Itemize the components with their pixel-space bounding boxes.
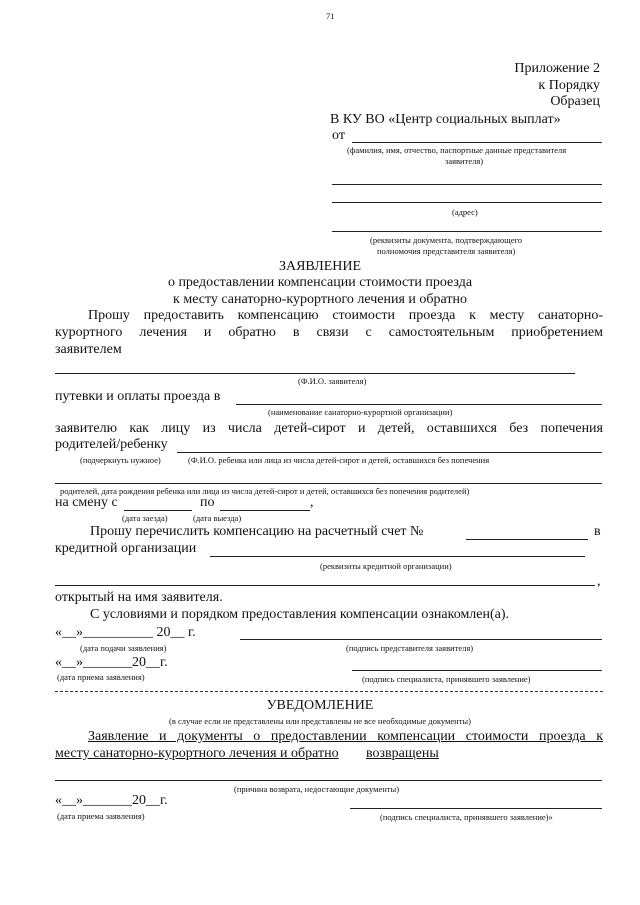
hint-bank: (реквизиты кредитной организации) (320, 561, 452, 571)
hint-specialist-sign: (подпись специалиста, принявшего заявление) (362, 674, 531, 684)
body-line-3: заявителем (55, 342, 122, 357)
notice-sign-line[interactable] (350, 808, 602, 809)
title-line-1: о предоставлении компенсации стоимости проезда (167, 275, 473, 290)
notice-date[interactable]: «__»_______20__г. (55, 793, 168, 808)
representative-sign-line[interactable] (240, 639, 602, 640)
hint-notice-sign: (подпись специалиста, принявшего заявление)» (380, 812, 553, 822)
title-line-2: к месту санаторно-курортного лечения и обратно (173, 292, 467, 307)
bank-line[interactable] (210, 556, 585, 557)
notice-returned: возвращены (366, 746, 439, 761)
appendix-label: Приложение 2 (514, 61, 600, 76)
hint-document-1: (реквизиты документа, подтверждающего (370, 235, 523, 245)
receive-date[interactable]: «__»_______20__г. (55, 655, 168, 670)
from-label: от (332, 128, 345, 143)
hint-birth: родителей, дата рождения ребенка или лица из числа детей-сирот и детей, оставшихся без попечения родителей) (60, 486, 470, 496)
hint-underline: (подчеркнуть нужное) (80, 455, 161, 465)
shift-end-comma: , (310, 495, 314, 510)
hint-name-2: заявителя) (445, 156, 484, 166)
reason-line[interactable] (55, 780, 602, 781)
account-number-line[interactable] (466, 539, 588, 540)
account-label: Прошу перечислить компенсацию на расчетный счет № (90, 524, 424, 539)
applicant-name-line[interactable] (55, 373, 575, 374)
notice-text-1: Заявление и документы о предоставлении компенсации стоимости проезда к (88, 729, 603, 744)
body-line-2: курортного лечения и обратно в связи с самостоятельным приобретением (55, 325, 603, 340)
bank-line-2[interactable] (55, 585, 595, 586)
hint-organization: (наименование санаторно-курортной организации) (268, 407, 453, 417)
name-field-line-2[interactable] (332, 184, 602, 185)
shift-from-label: на смену с (55, 495, 118, 510)
hint-applicant-name: (Ф.И.О. заявителя) (298, 376, 367, 386)
arrival-date-line[interactable] (124, 510, 192, 511)
body-line-1: Прошу предоставить компенсацию стоимости проезда к месту санаторно- (88, 308, 603, 323)
opened-text: открытый на имя заявителя. (55, 590, 223, 605)
cut-line (55, 691, 603, 692)
account-in-label: в (594, 524, 601, 539)
orphan-line-2: родителей/ребенку (55, 437, 168, 452)
birth-date-line[interactable] (55, 483, 602, 484)
document-title: ЗАЯВЛЕНИЕ (278, 259, 362, 274)
hint-address: (адрес) (452, 207, 478, 217)
bank-label: кредитной организации (55, 541, 197, 556)
agree-text: С условиями и порядком предоставления компенсации ознакомлен(а). (90, 607, 510, 622)
document-field-line[interactable] (332, 231, 602, 232)
hint-submit-date: (дата подачи заявления) (80, 643, 167, 653)
bank-comma: , (597, 574, 601, 589)
from-field-line[interactable] (352, 142, 602, 143)
departure-date-line[interactable] (220, 510, 310, 511)
order-label: к Порядку (538, 78, 600, 93)
submit-date[interactable]: «__»__________ 20__ г. (55, 625, 196, 640)
recipient-name: В КУ ВО «Центр социальных выплат» (330, 112, 561, 127)
hint-document-2: полномочия представителя заявителя) (377, 246, 516, 256)
specialist-sign-line[interactable] (352, 670, 602, 671)
notice-text-2: месту санаторно-курортного лечения и обратно (55, 746, 339, 761)
voucher-label: путевки и оплаты проезда в (55, 389, 221, 404)
hint-child: (Ф.И.О. ребенка или лица из числа детей-сирот и детей, оставшихся без попечения (188, 455, 490, 465)
orphan-line-1: заявителю как лицу из числа детей-сирот и детей, оставшихся без попечения (55, 421, 603, 436)
hint-representative-sign: (подпись представителя заявителя) (346, 643, 474, 653)
hint-receive-date: (дата приема заявления) (57, 672, 145, 682)
hint-arrival: (дата заезда) (122, 513, 168, 523)
hint-notice-date: (дата приема заявления) (57, 811, 145, 821)
child-name-line[interactable] (177, 452, 602, 453)
notice-condition: (в случае если не представлены или представлены не все необходимые документы) (169, 716, 471, 726)
address-field-line[interactable] (332, 202, 602, 203)
hint-reason: (причина возврата, недостающие документы) (234, 784, 400, 794)
notice-title: УВЕДОМЛЕНИЕ (266, 698, 374, 713)
sample-label: Образец (550, 94, 600, 109)
page-number: 71 (326, 11, 335, 21)
shift-to-label: по (200, 495, 215, 510)
hint-departure: (дата выезда) (193, 513, 242, 523)
organization-line[interactable] (236, 404, 602, 405)
hint-name-1: (фамилия, имя, отчество, паспортные данные представителя (347, 145, 567, 155)
